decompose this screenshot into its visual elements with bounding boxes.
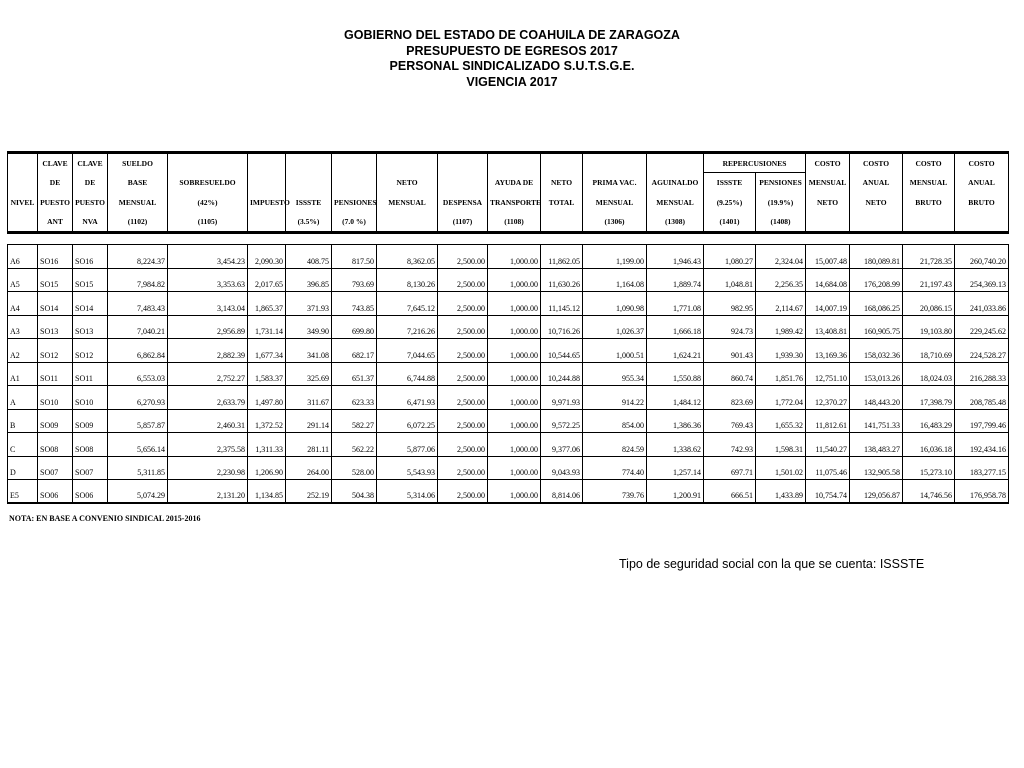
hdr-repercusiones: REPERCUSIONES: [704, 153, 806, 173]
cell-neto-total: 10,544.65: [541, 339, 583, 363]
hdr-sobresueldo-0: SOBRESUELDO: [168, 173, 248, 193]
cell-costo-mensual-bruto: 16,483.29: [903, 409, 955, 433]
cell-despensa: 2,500.00: [438, 480, 488, 504]
cell-nivel: C: [8, 433, 38, 457]
cell-clave-ant: SO16: [38, 245, 73, 269]
cell-pensiones: 582.27: [332, 409, 377, 433]
cell-aguinaldo: 1,666.18: [647, 315, 704, 339]
table-row: [8, 292, 1009, 316]
cell-costo-anual-neto: 180,089.81: [850, 245, 903, 269]
cell-neto-total: 9,971.93: [541, 386, 583, 410]
cell-prima-vac: 914.22: [583, 386, 647, 410]
cell-ayuda-transporte: 1,000.00: [488, 268, 541, 292]
hdr-clave-ant-3: ANT: [38, 213, 73, 233]
hdr-clave-nva-1: DE: [73, 173, 108, 193]
cell-rep-pensiones: 2,114.67: [756, 292, 806, 316]
hdr-cab-2: BRUTO: [955, 193, 1009, 213]
cell-clave-nva: SO11: [73, 362, 108, 386]
cell-issste: 311.67: [286, 386, 332, 410]
cell-clave-ant: SO15: [38, 268, 73, 292]
cell-nivel: A1: [8, 362, 38, 386]
table-row: [8, 433, 1009, 457]
hdr-prima-1: MENSUAL: [583, 193, 647, 213]
cell-rep-pensiones: 1,598.31: [756, 433, 806, 457]
cell-costo-anual-neto: 168,086.25: [850, 292, 903, 316]
cell-rep-issste: 823.69: [704, 386, 756, 410]
cell-nivel: A: [8, 386, 38, 410]
cell-sueldo-base: 5,074.29: [108, 480, 168, 504]
cell-issste: 264.00: [286, 456, 332, 480]
hdr-impuesto: IMPUESTO: [248, 193, 286, 213]
cell-costo-mensual-neto: 13,408.81: [806, 315, 850, 339]
cell-neto-mensual: 8,130.26: [377, 268, 438, 292]
cell-costo-mensual-neto: 10,754.74: [806, 480, 850, 504]
hdr-neto-mensual-1: MENSUAL: [377, 193, 438, 213]
hdr-can-1: ANUAL: [850, 173, 903, 193]
hdr-neto-total-1: TOTAL: [541, 193, 583, 213]
table-row: [8, 315, 1009, 339]
cell-sueldo-base: 7,483.43: [108, 292, 168, 316]
cell-costo-anual-bruto: 197,799.46: [955, 409, 1009, 433]
cell-neto-total: 11,145.12: [541, 292, 583, 316]
cell-pensiones: 562.22: [332, 433, 377, 457]
cell-rep-pensiones: 1,939.30: [756, 339, 806, 363]
hdr-nivel: NIVEL: [8, 193, 38, 213]
cell-neto-total: 11,862.05: [541, 245, 583, 269]
hdr-clave-ant-0: CLAVE: [38, 153, 73, 173]
hdr-rep-issste-0: ISSSTE: [704, 173, 756, 193]
cell-sobresueldo: 2,752.27: [168, 362, 248, 386]
cell-neto-total: 10,244.88: [541, 362, 583, 386]
cell-rep-pensiones: 2,324.04: [756, 245, 806, 269]
cell-rep-issste: 860.74: [704, 362, 756, 386]
hdr-sobresueldo-1: (42%): [168, 193, 248, 213]
cell-nivel: A5: [8, 268, 38, 292]
cell-clave-ant: SO08: [38, 433, 73, 457]
cell-ayuda-transporte: 1,000.00: [488, 362, 541, 386]
cell-pensiones: 528.00: [332, 456, 377, 480]
cell-costo-anual-bruto: 216,288.33: [955, 362, 1009, 386]
cell-ayuda-transporte: 1,000.00: [488, 480, 541, 504]
title-line-3: PERSONAL SINDICALIZADO S.U.T.S.G.E.: [389, 59, 635, 73]
cell-despensa: 2,500.00: [438, 456, 488, 480]
cell-clave-ant: SO13: [38, 315, 73, 339]
cell-clave-nva: SO16: [73, 245, 108, 269]
cell-costo-anual-neto: 158,032.36: [850, 339, 903, 363]
cell-impuesto: 1,372.52: [248, 409, 286, 433]
cell-costo-mensual-neto: 11,540.27: [806, 433, 850, 457]
cell-rep-issste: 697.71: [704, 456, 756, 480]
cell-ayuda-transporte: 1,000.00: [488, 456, 541, 480]
cell-rep-issste: 742.93: [704, 433, 756, 457]
cell-clave-nva: SO15: [73, 268, 108, 292]
cell-sueldo-base: 5,311.85: [108, 456, 168, 480]
cell-aguinaldo: 1,624.21: [647, 339, 704, 363]
cell-rep-issste: 769.43: [704, 409, 756, 433]
cell-nivel: D: [8, 456, 38, 480]
hdr-cmb-1: MENSUAL: [903, 173, 955, 193]
cell-rep-issste: 666.51: [704, 480, 756, 504]
table-row: [8, 409, 1009, 433]
hdr-nivel-0: [8, 153, 38, 173]
cell-issste: 396.85: [286, 268, 332, 292]
cell-sobresueldo: 2,230.98: [168, 456, 248, 480]
cell-costo-anual-bruto: 224,528.27: [955, 339, 1009, 363]
cell-ayuda-transporte: 1,000.00: [488, 409, 541, 433]
cell-clave-ant: SO07: [38, 456, 73, 480]
cell-nivel: A6: [8, 245, 38, 269]
hdr-prima-2: (1306): [583, 213, 647, 233]
cell-ayuda-transporte: 1,000.00: [488, 315, 541, 339]
cell-costo-anual-bruto: 192,434.16: [955, 433, 1009, 457]
cell-aguinaldo: 1,484.12: [647, 386, 704, 410]
cell-costo-anual-neto: 176,208.99: [850, 268, 903, 292]
cell-aguinaldo: 1,771.08: [647, 292, 704, 316]
cell-pensiones: 743.85: [332, 292, 377, 316]
cell-neto-total: 10,716.26: [541, 315, 583, 339]
cell-rep-pensiones: 1,433.89: [756, 480, 806, 504]
cell-prima-vac: 739.76: [583, 480, 647, 504]
cell-clave-nva: SO13: [73, 315, 108, 339]
cell-sueldo-base: 6,553.03: [108, 362, 168, 386]
hdr-issste-0: ISSSTE: [286, 193, 332, 213]
hdr-can-0: COSTO: [850, 153, 903, 173]
title-line-2: PRESUPUESTO DE EGRESOS 2017: [406, 43, 618, 58]
cell-neto-total: 9,043.93: [541, 456, 583, 480]
cell-sobresueldo: 2,956.89: [168, 315, 248, 339]
hdr-transporte-2: (1108): [488, 213, 541, 233]
cell-sobresueldo: 2,460.31: [168, 409, 248, 433]
cell-impuesto: 1,311.33: [248, 433, 286, 457]
cell-clave-ant: SO14: [38, 292, 73, 316]
hdr-transporte-1: TRANSPORTE: [488, 193, 541, 213]
hdr-sueldo-0: SUELDO: [108, 153, 168, 173]
cell-neto-mensual: 7,216.26: [377, 315, 438, 339]
cell-neto-mensual: 5,877.06: [377, 433, 438, 457]
cell-costo-mensual-bruto: 21,728.35: [903, 245, 955, 269]
cell-neto-total: 11,630.26: [541, 268, 583, 292]
cell-costo-anual-neto: 153,013.26: [850, 362, 903, 386]
hdr-clave-nva-0: CLAVE: [73, 153, 108, 173]
cell-impuesto: 1,497.80: [248, 386, 286, 410]
hdr-rep-issste-2: (1401): [704, 213, 756, 233]
cell-costo-anual-bruto: 254,369.13: [955, 268, 1009, 292]
cell-ayuda-transporte: 1,000.00: [488, 245, 541, 269]
table-row: [8, 386, 1009, 410]
cell-prima-vac: 1,164.08: [583, 268, 647, 292]
table-row: [8, 362, 1009, 386]
cell-clave-ant: SO11: [38, 362, 73, 386]
cell-sueldo-base: 6,270.93: [108, 386, 168, 410]
cell-aguinaldo: 1,338.62: [647, 433, 704, 457]
cell-impuesto: 1,583.37: [248, 362, 286, 386]
cell-costo-mensual-neto: 12,370.27: [806, 386, 850, 410]
cell-clave-ant: SO10: [38, 386, 73, 410]
cell-neto-mensual: 6,744.88: [377, 362, 438, 386]
cell-prima-vac: 1,199.00: [583, 245, 647, 269]
hdr-clave-ant-1: DE: [38, 173, 73, 193]
hdr-clave-ant-2: PUESTO: [38, 193, 73, 213]
cell-neto-total: 8,814.06: [541, 480, 583, 504]
cell-rep-pensiones: 1,772.04: [756, 386, 806, 410]
table-header: [8, 153, 1009, 233]
cell-clave-ant: SO12: [38, 339, 73, 363]
cell-neto-mensual: 7,645.12: [377, 292, 438, 316]
title-line-1: GOBIERNO DEL ESTADO DE COAHUILA DE ZARAGOZA: [344, 28, 680, 42]
cell-despensa: 2,500.00: [438, 409, 488, 433]
hdr-neto-mensual-0: NETO: [377, 173, 438, 193]
hdr-sueldo-3: (1102): [108, 213, 168, 233]
cell-issste: 371.93: [286, 292, 332, 316]
cell-rep-pensiones: 1,851.76: [756, 362, 806, 386]
cell-costo-mensual-bruto: 16,036.18: [903, 433, 955, 457]
hdr-cmn-0: COSTO: [806, 153, 850, 173]
cell-issste: 252.19: [286, 480, 332, 504]
title-line-4: VIGENCIA 2017: [466, 74, 558, 89]
cell-costo-mensual-bruto: 18,710.69: [903, 339, 955, 363]
hdr-aguinaldo-0: AGUINALDO: [647, 173, 704, 193]
hdr-issste-1: (3.5%): [286, 213, 332, 233]
cell-costo-mensual-neto: 11,812.61: [806, 409, 850, 433]
hdr-aguinaldo-2: (1308): [647, 213, 704, 233]
hdr-cmn-1: MENSUAL: [806, 173, 850, 193]
salary-table: [7, 151, 1009, 504]
hdr-despensa-0: DESPENSA: [438, 193, 488, 213]
cell-sobresueldo: 3,454.23: [168, 245, 248, 269]
cell-sueldo-base: 6,862.84: [108, 339, 168, 363]
hdr-cab-1: ANUAL: [955, 173, 1009, 193]
hdr-cmb-0: COSTO: [903, 153, 955, 173]
cell-neto-mensual: 8,362.05: [377, 245, 438, 269]
cell-issste: 291.14: [286, 409, 332, 433]
cell-aguinaldo: 1,889.74: [647, 268, 704, 292]
cell-rep-pensiones: 1,989.42: [756, 315, 806, 339]
cell-aguinaldo: 1,200.91: [647, 480, 704, 504]
hdr-aguinaldo-1: MENSUAL: [647, 193, 704, 213]
cell-clave-nva: SO08: [73, 433, 108, 457]
hdr-clave-nva-2: PUESTO: [73, 193, 108, 213]
cell-clave-nva: SO09: [73, 409, 108, 433]
cell-impuesto: 1,865.37: [248, 292, 286, 316]
cell-neto-mensual: 7,044.65: [377, 339, 438, 363]
table-row: [8, 339, 1009, 363]
cell-nivel: A4: [8, 292, 38, 316]
cell-rep-issste: 1,080.27: [704, 245, 756, 269]
cell-costo-anual-bruto: 229,245.62: [955, 315, 1009, 339]
cell-nivel: A2: [8, 339, 38, 363]
cell-rep-pensiones: 1,655.32: [756, 409, 806, 433]
table-body: [8, 233, 1009, 504]
cell-issste: 349.90: [286, 315, 332, 339]
cell-ayuda-transporte: 1,000.00: [488, 339, 541, 363]
cell-aguinaldo: 1,550.88: [647, 362, 704, 386]
table-row: [8, 245, 1009, 269]
cell-clave-nva: SO14: [73, 292, 108, 316]
cell-sobresueldo: 3,143.04: [168, 292, 248, 316]
cell-costo-anual-neto: 129,056.87: [850, 480, 903, 504]
cell-clave-ant: SO06: [38, 480, 73, 504]
hdr-sobresueldo-2: (1105): [168, 213, 248, 233]
cell-impuesto: 2,017.65: [248, 268, 286, 292]
cell-costo-mensual-bruto: 19,103.80: [903, 315, 955, 339]
hdr-cab-0: COSTO: [955, 153, 1009, 173]
cell-costo-anual-neto: 141,751.33: [850, 409, 903, 433]
cell-ayuda-transporte: 1,000.00: [488, 292, 541, 316]
cell-costo-anual-neto: 138,483.27: [850, 433, 903, 457]
cell-sueldo-base: 7,040.21: [108, 315, 168, 339]
cell-despensa: 2,500.00: [438, 386, 488, 410]
cell-sobresueldo: 3,353.63: [168, 268, 248, 292]
cell-costo-mensual-bruto: 17,398.79: [903, 386, 955, 410]
cell-despensa: 2,500.00: [438, 362, 488, 386]
cell-despensa: 2,500.00: [438, 339, 488, 363]
cell-clave-nva: SO06: [73, 480, 108, 504]
cell-issste: 281.11: [286, 433, 332, 457]
cell-costo-mensual-neto: 14,007.19: [806, 292, 850, 316]
cell-despensa: 2,500.00: [438, 245, 488, 269]
cell-aguinaldo: 1,386.36: [647, 409, 704, 433]
cell-impuesto: 2,090.30: [248, 245, 286, 269]
cell-sueldo-base: 7,984.82: [108, 268, 168, 292]
cell-prima-vac: 824.59: [583, 433, 647, 457]
cell-nivel: E5: [8, 480, 38, 504]
cell-clave-nva: SO12: [73, 339, 108, 363]
cell-despensa: 2,500.00: [438, 315, 488, 339]
cell-aguinaldo: 1,257.14: [647, 456, 704, 480]
hdr-neto-total-0: NETO: [541, 173, 583, 193]
hdr-pensiones-1: (7.0 %): [332, 213, 377, 233]
cell-costo-mensual-bruto: 21,197.43: [903, 268, 955, 292]
cell-despensa: 2,500.00: [438, 433, 488, 457]
cell-rep-issste: 982.95: [704, 292, 756, 316]
hdr-prima-0: PRIMA VAC.: [583, 173, 647, 193]
cell-costo-mensual-bruto: 15,273.10: [903, 456, 955, 480]
cell-costo-mensual-neto: 13,169.36: [806, 339, 850, 363]
cell-costo-mensual-bruto: 18,024.03: [903, 362, 955, 386]
cell-pensiones: 623.33: [332, 386, 377, 410]
cell-pensiones: 699.80: [332, 315, 377, 339]
cell-despensa: 2,500.00: [438, 268, 488, 292]
hdr-rep-pensiones-1: (19.9%): [756, 193, 806, 213]
hdr-cmb-2: BRUTO: [903, 193, 955, 213]
cell-pensiones: 651.37: [332, 362, 377, 386]
hdr-rep-issste-1: (9.25%): [704, 193, 756, 213]
hdr-rep-pensiones-0: PENSIONES: [756, 173, 806, 193]
cell-sobresueldo: 2,633.79: [168, 386, 248, 410]
cell-costo-anual-bruto: 241,033.86: [955, 292, 1009, 316]
cell-pensiones: 504.38: [332, 480, 377, 504]
spacer-row: [8, 233, 1009, 245]
cell-despensa: 2,500.00: [438, 292, 488, 316]
cell-costo-mensual-neto: 12,751.10: [806, 362, 850, 386]
cell-pensiones: 793.69: [332, 268, 377, 292]
cell-prima-vac: 854.00: [583, 409, 647, 433]
cell-pensiones: 817.50: [332, 245, 377, 269]
cell-costo-mensual-bruto: 20,086.15: [903, 292, 955, 316]
cell-costo-anual-bruto: 183,277.15: [955, 456, 1009, 480]
hdr-rep-pensiones-2: (1408): [756, 213, 806, 233]
cell-costo-anual-neto: 160,905.75: [850, 315, 903, 339]
cell-neto-total: 9,572.25: [541, 409, 583, 433]
cell-prima-vac: 955.34: [583, 362, 647, 386]
cell-costo-mensual-bruto: 14,746.56: [903, 480, 955, 504]
hdr-clave-nva-3: NVA: [73, 213, 108, 233]
cell-issste: 341.08: [286, 339, 332, 363]
hdr-despensa-1: (1107): [438, 213, 488, 233]
social-security-text: Tipo de seguridad social con la que se cuenta: ISSSTE: [619, 557, 925, 571]
cell-costo-mensual-neto: 15,007.48: [806, 245, 850, 269]
cell-neto-mensual: 5,314.06: [377, 480, 438, 504]
cell-sueldo-base: 5,656.14: [108, 433, 168, 457]
cell-costo-anual-bruto: 260,740.20: [955, 245, 1009, 269]
cell-rep-issste: 1,048.81: [704, 268, 756, 292]
hdr-sueldo-1: BASE: [108, 173, 168, 193]
cell-sueldo-base: 8,224.37: [108, 245, 168, 269]
cell-costo-mensual-neto: 14,684.08: [806, 268, 850, 292]
cell-issste: 408.75: [286, 245, 332, 269]
cell-costo-anual-bruto: 176,958.78: [955, 480, 1009, 504]
cell-issste: 325.69: [286, 362, 332, 386]
cell-ayuda-transporte: 1,000.00: [488, 433, 541, 457]
table-row: [8, 268, 1009, 292]
cell-costo-mensual-neto: 11,075.46: [806, 456, 850, 480]
cell-prima-vac: 774.40: [583, 456, 647, 480]
hdr-transporte-0: AYUDA DE: [488, 173, 541, 193]
cell-prima-vac: 1,090.98: [583, 292, 647, 316]
footnote: NOTA: EN BASE A CONVENIO SINDICAL 2015-2016: [9, 514, 201, 523]
cell-sobresueldo: 2,131.20: [168, 480, 248, 504]
cell-rep-issste: 901.43: [704, 339, 756, 363]
hdr-sueldo-2: MENSUAL: [108, 193, 168, 213]
cell-rep-pensiones: 1,501.02: [756, 456, 806, 480]
cell-aguinaldo: 1,946.43: [647, 245, 704, 269]
hdr-can-2: NETO: [850, 193, 903, 213]
cell-clave-ant: SO09: [38, 409, 73, 433]
hdr-cmn-2: NETO: [806, 193, 850, 213]
table-row: [8, 480, 1009, 504]
cell-sobresueldo: 2,375.58: [168, 433, 248, 457]
cell-ayuda-transporte: 1,000.00: [488, 386, 541, 410]
cell-pensiones: 682.17: [332, 339, 377, 363]
cell-impuesto: 1,134.85: [248, 480, 286, 504]
cell-sueldo-base: 5,857.87: [108, 409, 168, 433]
cell-costo-anual-neto: 132,905.58: [850, 456, 903, 480]
table-row: [8, 456, 1009, 480]
cell-nivel: B: [8, 409, 38, 433]
cell-impuesto: 1,206.90: [248, 456, 286, 480]
cell-impuesto: 1,731.14: [248, 315, 286, 339]
cell-sobresueldo: 2,882.39: [168, 339, 248, 363]
cell-rep-pensiones: 2,256.35: [756, 268, 806, 292]
cell-neto-mensual: 6,471.93: [377, 386, 438, 410]
cell-neto-total: 9,377.06: [541, 433, 583, 457]
hdr-pensiones-0: PENSIONES: [332, 193, 377, 213]
cell-rep-issste: 924.73: [704, 315, 756, 339]
document-title: [0, 28, 1024, 90]
cell-costo-anual-bruto: 208,785.48: [955, 386, 1009, 410]
cell-clave-nva: SO07: [73, 456, 108, 480]
cell-prima-vac: 1,000.51: [583, 339, 647, 363]
cell-neto-mensual: 6,072.25: [377, 409, 438, 433]
cell-costo-anual-neto: 148,443.20: [850, 386, 903, 410]
cell-nivel: A3: [8, 315, 38, 339]
cell-neto-mensual: 5,543.93: [377, 456, 438, 480]
cell-prima-vac: 1,026.37: [583, 315, 647, 339]
cell-impuesto: 1,677.34: [248, 339, 286, 363]
cell-clave-nva: SO10: [73, 386, 108, 410]
